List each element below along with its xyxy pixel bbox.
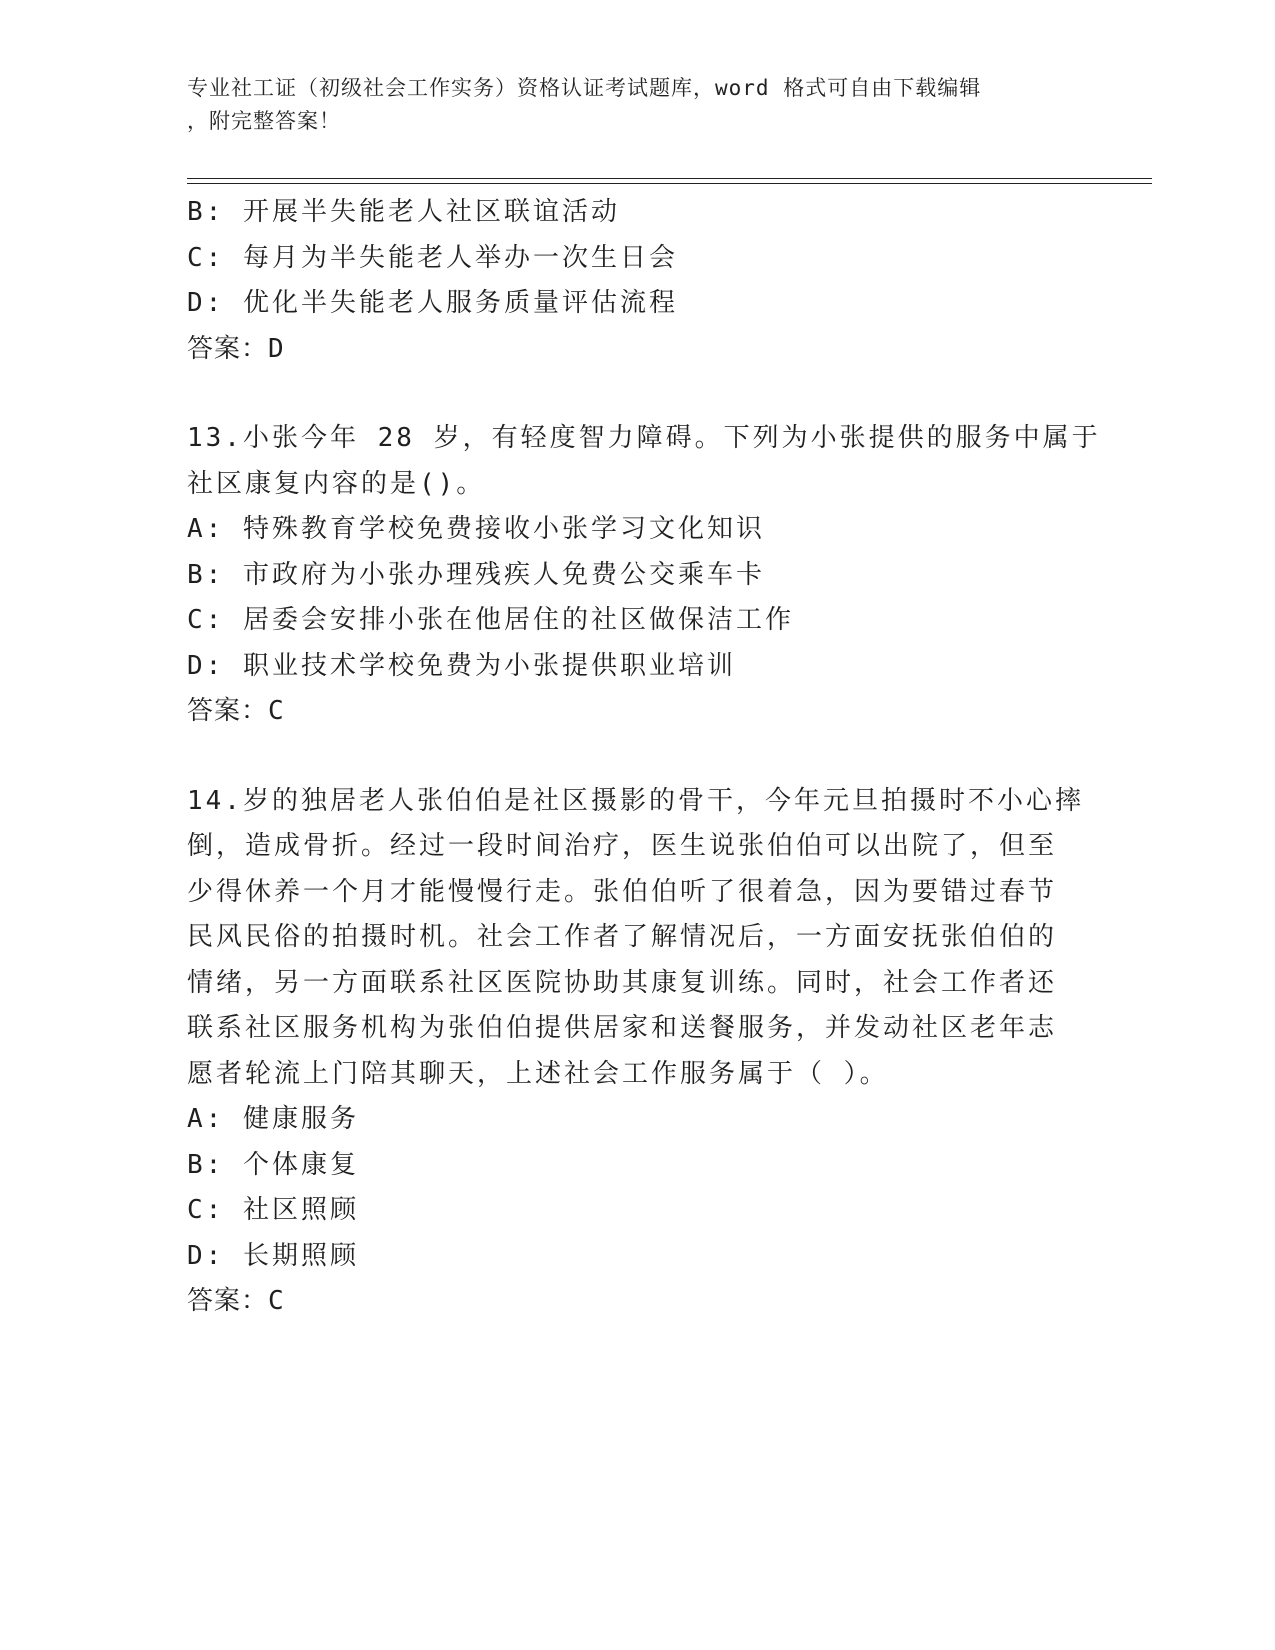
header-rule-bottom	[187, 183, 1152, 184]
answer-line: 答案：C	[187, 696, 285, 726]
option-c: C: 居委会安排小张在他居住的社区做保洁工作	[187, 605, 794, 635]
question-stem-line: 民风民俗的拍摄时机。社会工作者了解情况后，一方面安抚张伯伯的	[187, 922, 1058, 952]
spacer	[187, 735, 1087, 779]
question-stem-line: 愿者轮流上门陪其聊天，上述社会工作服务属于（ ）。	[187, 1058, 889, 1089]
option-b: B: 市政府为小张办理残疾人免费公交乘车卡	[187, 559, 765, 590]
option-a: A: 健康服务	[187, 1104, 359, 1134]
option-d: D: 优化半失能老人服务质量评估流程	[187, 288, 678, 318]
answer-line: 答案：C	[187, 1286, 285, 1316]
answer-line: 答案：D	[187, 333, 285, 364]
question-13	[187, 416, 1101, 735]
option-d: D: 职业技术学校免费为小张提供职业培训	[187, 650, 736, 681]
question-stem-line: 联系社区服务机构为张伯伯提供居家和送餐服务，并发动社区老年志	[187, 1013, 1058, 1043]
document-header	[187, 72, 1067, 138]
question-stem-line: 14.岁的独居老人张伯伯是社区摄影的骨干，今年元旦拍摄时不小心摔	[187, 785, 1084, 816]
question-stem-line: 13.小张今年 28 岁，有轻度智力障碍。下列为小张提供的服务中属于	[187, 423, 1101, 453]
header-rule-top	[187, 178, 1152, 179]
option-a: A: 特殊教育学校免费接收小张学习文化知识	[187, 514, 765, 544]
option-c: C: 社区照顾	[187, 1195, 359, 1225]
question-stem-line: 社区康复内容的是()。	[187, 468, 486, 499]
header-line-1: 专业社工证（初级社会工作实务）资格认证考试题库，word 格式可自由下载编辑	[187, 76, 982, 100]
question-stem-line: 情绪，另一方面联系社区医院协助其康复训练。同时，社会工作者还	[187, 967, 1058, 998]
question-stem-line: 倒，造成骨折。经过一段时间治疗，医生说张伯伯可以出院了，但至	[187, 831, 1058, 861]
spacer	[187, 372, 1087, 416]
option-b: B: 开展半失能老人社区联谊活动	[187, 197, 620, 227]
question-stem-line: 少得休养一个月才能慢慢行走。张伯伯听了很着急，因为要错过春节	[187, 876, 1058, 907]
option-c: C: 每月为半失能老人举办一次生日会	[187, 242, 678, 273]
option-d: D: 长期照顾	[187, 1240, 359, 1271]
question-12-tail	[187, 190, 1087, 372]
question-14	[187, 779, 1087, 1325]
question-content	[187, 190, 1101, 1325]
header-line-2: ，附完整答案！	[187, 109, 341, 133]
option-b: B: 个体康复	[187, 1149, 359, 1180]
